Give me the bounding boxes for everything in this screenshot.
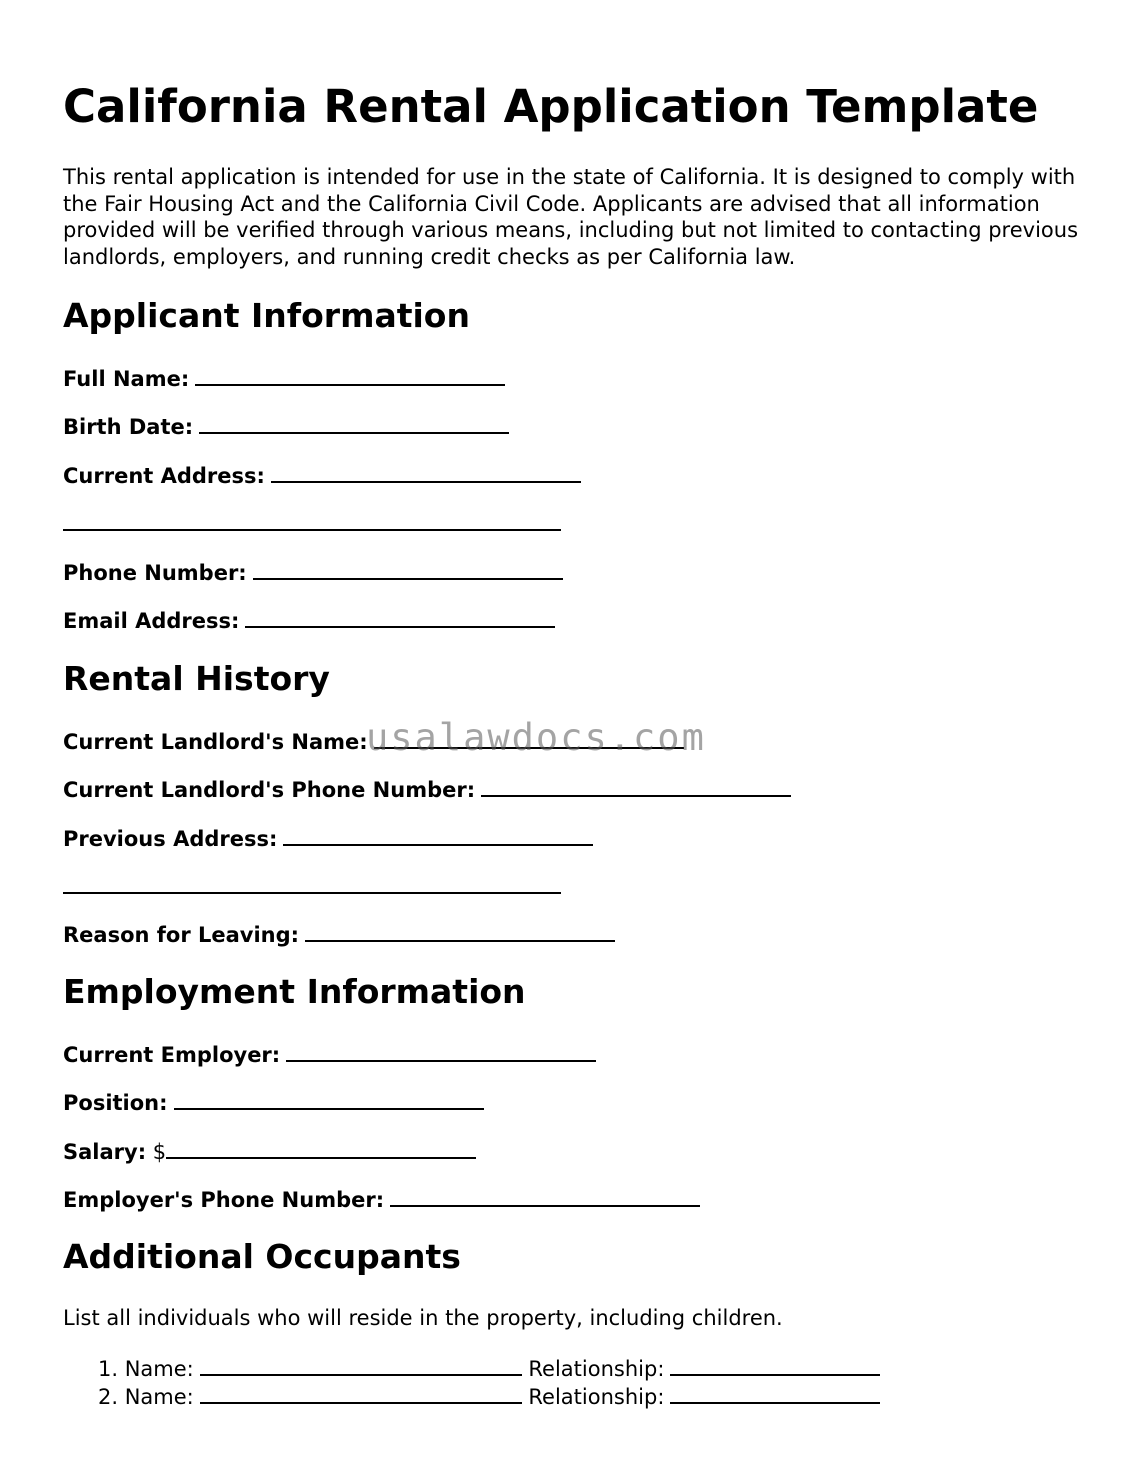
phone-label: Phone Number: xyxy=(63,561,247,585)
birth-date-blank[interactable] xyxy=(199,412,509,434)
birth-date-label: Birth Date: xyxy=(63,415,194,439)
position-label: Position: xyxy=(63,1091,168,1115)
salary-blank[interactable] xyxy=(166,1137,476,1159)
salary-currency-symbol: $ xyxy=(152,1140,167,1164)
birth-date-field xyxy=(63,412,509,440)
previous-address-line2 xyxy=(63,872,561,900)
landlord-phone-field xyxy=(63,775,791,803)
full-name-field xyxy=(63,364,505,392)
position-field xyxy=(63,1088,484,1116)
section-heading-rental-history: Rental History xyxy=(63,659,330,698)
position-blank[interactable] xyxy=(174,1088,484,1110)
employer-field xyxy=(63,1040,596,1068)
current-address-field xyxy=(63,461,581,489)
employer-phone-label: Employer's Phone Number: xyxy=(63,1188,385,1212)
occupant-relationship-label: Relationship: xyxy=(528,1385,665,1409)
previous-address-field xyxy=(63,824,593,852)
occupant-name-label: Name: xyxy=(124,1357,194,1381)
previous-address-line2-blank[interactable] xyxy=(63,872,561,894)
employer-blank[interactable] xyxy=(286,1040,596,1062)
landlord-phone-label: Current Landlord's Phone Number: xyxy=(63,778,476,802)
occupant-relationship-blank[interactable] xyxy=(670,1354,880,1376)
landlord-name-label: Current Landlord's Name: xyxy=(63,730,368,754)
employer-label: Current Employer: xyxy=(63,1043,281,1067)
section-heading-occupants: Additional Occupants xyxy=(63,1237,461,1276)
occupant-row xyxy=(63,1354,880,1382)
employer-phone-field xyxy=(63,1185,700,1213)
email-blank[interactable] xyxy=(245,606,555,628)
page-title: California Rental Application Template xyxy=(63,80,1039,133)
email-label: Email Address: xyxy=(63,609,240,633)
occupant-number: 1. xyxy=(97,1357,118,1381)
occupant-name-label: Name: xyxy=(124,1385,194,1409)
full-name-blank[interactable] xyxy=(195,364,505,386)
occupant-relationship-label: Relationship: xyxy=(528,1357,665,1381)
previous-address-blank[interactable] xyxy=(283,824,593,846)
occupants-list xyxy=(63,1354,880,1410)
occupant-relationship-blank[interactable] xyxy=(670,1382,880,1404)
salary-field xyxy=(63,1137,476,1165)
salary-label: Salary: xyxy=(63,1140,147,1164)
section-heading-applicant: Applicant Information xyxy=(63,296,470,335)
current-address-label: Current Address: xyxy=(63,464,265,488)
current-address-blank[interactable] xyxy=(271,461,581,483)
email-field xyxy=(63,606,555,634)
occupants-note: List all individuals who will reside in the property, including children. xyxy=(63,1306,783,1330)
reason-label: Reason for Leaving: xyxy=(63,923,300,947)
section-heading-employment: Employment Information xyxy=(63,972,526,1011)
intro-paragraph: This rental application is intended for use in the state of California. It is designed to comply with the Fair Housing Act and the California Civil Code. Applicants are advised that all information provided will be verified through various means, including but not limited to contacting previous landlords, employers, and running credit checks as per California law. xyxy=(63,165,1079,269)
reason-blank[interactable] xyxy=(305,920,615,942)
occupant-number: 2. xyxy=(97,1385,118,1409)
full-name-label: Full Name: xyxy=(63,367,190,391)
occupant-name-blank[interactable] xyxy=(200,1382,522,1404)
landlord-name-blank[interactable] xyxy=(374,727,684,749)
phone-field xyxy=(63,558,563,586)
watermark: usalawdocs.com xyxy=(366,716,706,759)
occupant-row xyxy=(63,1382,880,1410)
reason-field xyxy=(63,920,615,948)
landlord-name-field xyxy=(63,727,684,755)
current-address-line2 xyxy=(63,509,561,537)
landlord-phone-blank[interactable] xyxy=(481,775,791,797)
previous-address-label: Previous Address: xyxy=(63,827,278,851)
phone-blank[interactable] xyxy=(253,558,563,580)
current-address-line2-blank[interactable] xyxy=(63,509,561,531)
occupant-name-blank[interactable] xyxy=(200,1354,522,1376)
employer-phone-blank[interactable] xyxy=(390,1185,700,1207)
